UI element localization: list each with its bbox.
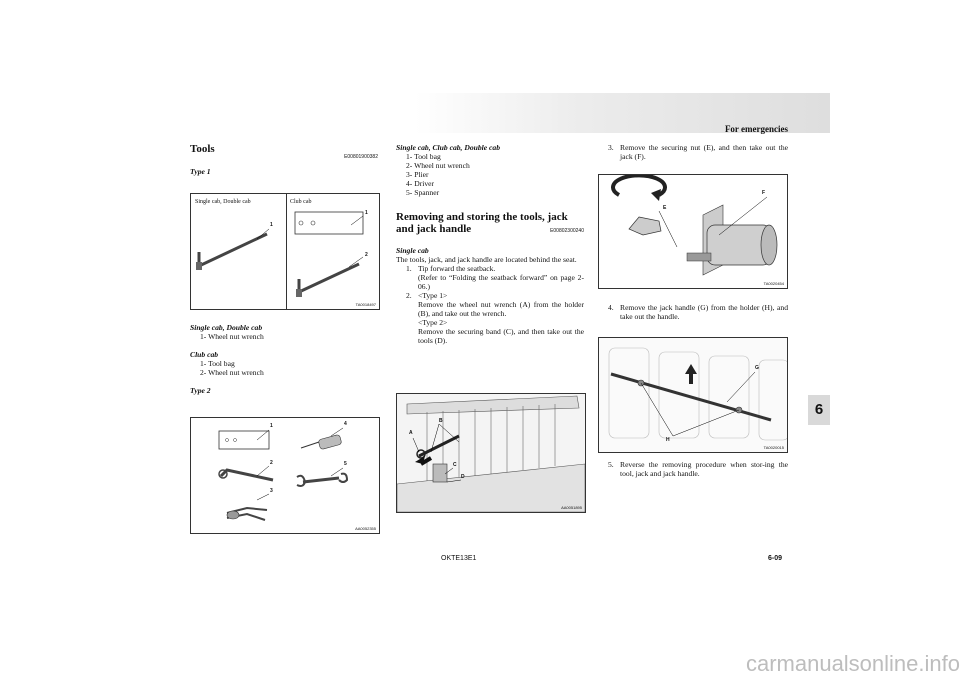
section-title-removing: Removing and storing the tools, jack and jack handle [396, 211, 568, 235]
callout-C: C [453, 462, 457, 468]
column-2 [396, 143, 584, 345]
fig-label-single-double: Single cab, Double cab [195, 199, 251, 205]
type1-legend [190, 323, 378, 395]
legend-item: 1- Wheel nut wrench [200, 332, 264, 341]
page-number: 6-09 [768, 555, 783, 562]
legend-item: 3- Plier [406, 170, 429, 179]
figure-code: AA0051895 [561, 505, 582, 510]
step-2-type2: <Type 2> [418, 318, 448, 327]
callout-4: 4 [344, 421, 347, 427]
step-text: Remove the securing nut (E), and then take out the jack (F). [620, 143, 788, 161]
step-number: 4. [608, 303, 614, 312]
step-3 [598, 143, 788, 161]
figure-code: TA0020015 [763, 445, 784, 450]
figure-type2-tools [190, 417, 380, 534]
figure-code: TA0018497 [355, 302, 376, 307]
callout-E: E [663, 205, 667, 211]
callout-1-single: 1 [270, 222, 273, 228]
sub-all-cabs: Single cab, Club cab, Double cab [396, 143, 500, 152]
section-title-tools: Tools [190, 143, 215, 155]
figure-jack-handle [598, 337, 788, 453]
seat-illustration [397, 394, 585, 512]
step-5 [598, 460, 788, 478]
callout-1-club: 1 [365, 210, 368, 216]
section-code: E00802300240 [550, 228, 584, 234]
legend-item: 4- Driver [406, 179, 435, 188]
figure-jack [598, 174, 788, 289]
callout-1: 1 [270, 423, 273, 429]
legend-item: 5- Spanner [406, 188, 440, 197]
step-type1: <Type 1> [418, 291, 448, 300]
figure-code: TA0020454 [763, 281, 784, 286]
callout-A: A [409, 430, 413, 436]
callout-B: B [439, 418, 443, 424]
legend-item: 1- Tool bag [406, 152, 441, 161]
legend-item: 2- Wheel nut wrench [406, 161, 470, 170]
step-text: Remove the jack handle (G) from the holder (H), and take out the handle. [620, 303, 788, 321]
figure-type1-tools [190, 193, 380, 310]
watermark: carmanualsonline.info [745, 651, 960, 676]
intro-text: The tools, jack, and jack handle are located behind the seat. [396, 255, 577, 264]
figure-code: AA0052355 [355, 526, 376, 531]
step-number: 3. [608, 143, 614, 152]
callout-5: 5 [344, 461, 347, 467]
step-2 [396, 291, 584, 300]
handle-illustration [599, 338, 787, 452]
type1-heading: Type 1 [190, 167, 211, 176]
legend-item: 1- Tool bag [200, 359, 235, 368]
step-2-text1: Remove the wheel nut wrench (A) from the holder (B), and take out the wrench. [418, 300, 584, 318]
callout-F: F [762, 190, 766, 196]
step-number: 2. [406, 291, 412, 300]
step-1-note: (Refer to “Folding the seatback forward” on page 2-06.) [418, 273, 584, 291]
step-text: Tip forward the seatback. [418, 264, 496, 273]
callout-G: G [755, 365, 759, 371]
section-code: E00801900382 [344, 154, 378, 160]
step-4 [598, 303, 788, 321]
footer-code: OKTE13E1 [441, 555, 477, 562]
column-3 [598, 143, 788, 161]
callout-2: 2 [270, 460, 273, 466]
step-2-text2: Remove the securing band (C), and then take out the tools (D). [418, 327, 584, 345]
figure-behind-seat [396, 393, 586, 513]
jack-illustration [599, 175, 787, 288]
tools-illustration [191, 418, 379, 533]
callout-2-club: 2 [365, 252, 368, 258]
step-number: 1. [406, 264, 412, 273]
step-4-block [598, 303, 788, 321]
sub-single-cab: Single cab [396, 246, 429, 255]
header-title: For emergencies [724, 124, 788, 134]
wrench-illustration [191, 194, 379, 309]
callout-3: 3 [270, 488, 273, 494]
column-1 [190, 143, 378, 176]
callout-H: H [666, 437, 670, 443]
sub-club-cab: Club cab [190, 350, 219, 359]
type2-heading: Type 2 [190, 386, 211, 395]
chapter-tab: 6 [808, 395, 830, 425]
legend-item: 2- Wheel nut wrench [200, 368, 264, 377]
sub-single-double: Single cab, Double cab [190, 323, 263, 332]
step-1 [396, 264, 584, 273]
step-text: Reverse the removing procedure when stor-ing the tool, jack and jack handle. [620, 460, 788, 478]
step-5-block [598, 460, 788, 478]
callout-D: D [461, 474, 465, 480]
fig-label-club: Club cab [290, 199, 312, 205]
step-number: 5. [608, 460, 614, 469]
